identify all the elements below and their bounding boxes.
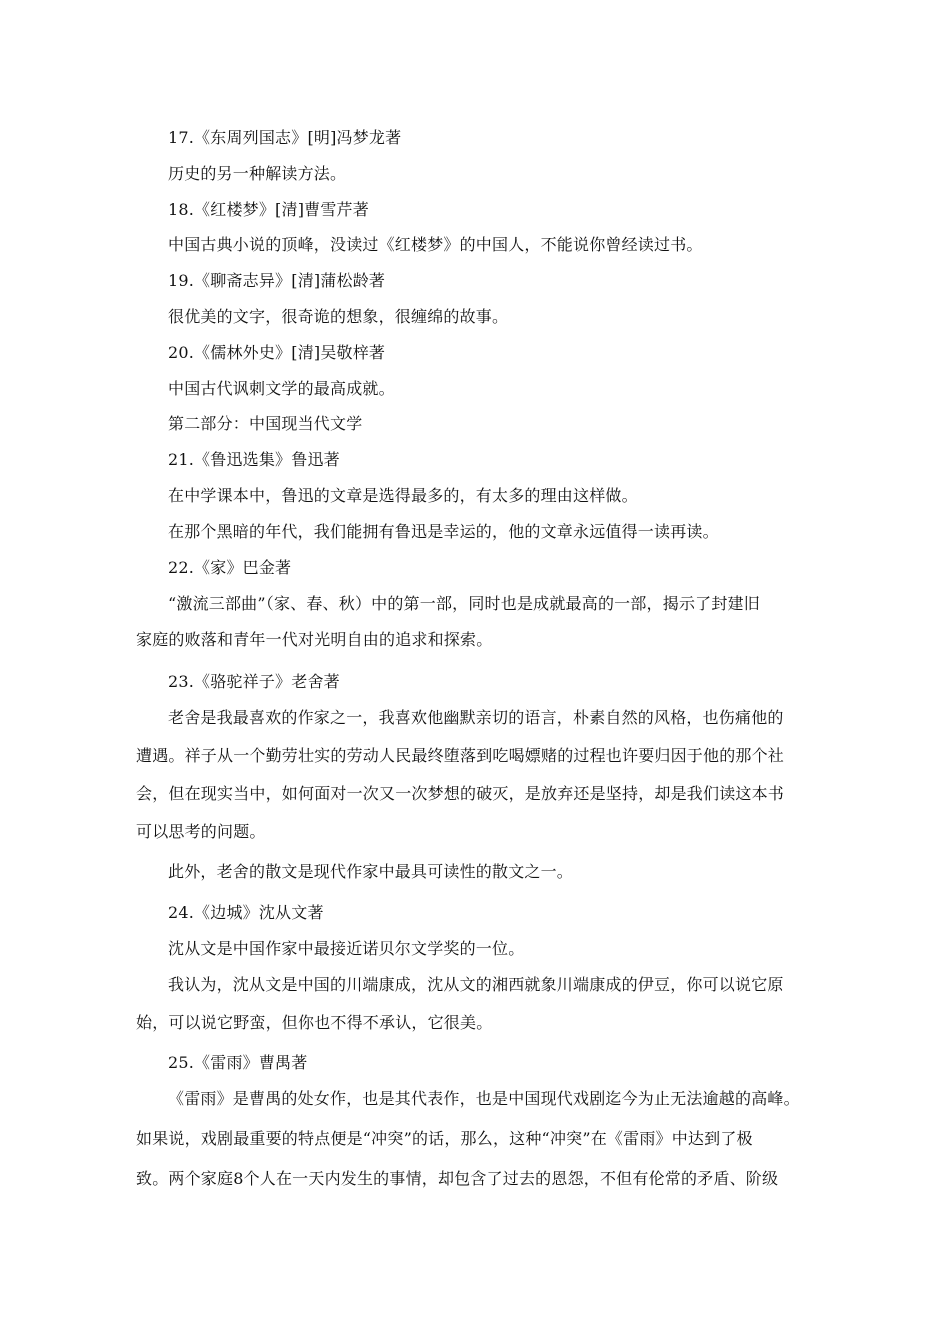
book-comment-21: 在那个黑暗的年代，我们能拥有鲁迅是幸运的，他的文章永远值得一读再读。 [168, 522, 719, 541]
book-comment-23: 老舍是我最喜欢的作家之一，我喜欢他幽默亲切的语言，朴素自然的风格，也伤痛他的 [168, 708, 784, 727]
book-comment-21: 在中学课本中，鲁迅的文章是选得最多的，有太多的理由这样做。 [168, 486, 638, 505]
book-entry-25: 25.《雷雨》曹禺著 [168, 1053, 308, 1072]
book-comment-18: 中国古典小说的顶峰，没读过《红楼梦》的中国人，不能说你曾经读过书。 [168, 235, 703, 254]
book-comment-25: 《雷雨》是曹禺的处女作，也是其代表作，也是中国现代戏剧迄今为止无法逾越的高峰。 [168, 1089, 800, 1108]
book-entry-17: 17.《东周列国志》[明]冯梦龙著 [168, 128, 402, 147]
book-entry-23: 23.《骆驼祥子》老舍著 [168, 672, 340, 691]
book-entry-18: 18.《红楼梦》[清]曹雪芹著 [168, 200, 369, 219]
book-comment-24: 始，可以说它野蛮，但你也不得不承认，它很美。 [136, 1013, 493, 1032]
book-comment-22: 家庭的败落和青年一代对光明自由的追求和探索。 [136, 630, 493, 649]
book-entry-19: 19.《聊斋志异》[清]蒲松龄著 [168, 271, 386, 290]
book-comment-20: 中国古代讽刺文学的最高成就。 [168, 379, 395, 398]
section-heading: 第二部分：中国现当代文学 [168, 414, 363, 433]
book-comment-23: 可以思考的问题。 [136, 822, 266, 841]
book-entry-24: 24.《边城》沈从文著 [168, 903, 324, 922]
book-comment-25: 致。两个家庭8个人在一天内发生的事情，却包含了过去的恩怨，不但有伦常的矛盾、阶级 [136, 1169, 779, 1188]
book-comment-25: 如果说，戏剧最重要的特点便是“冲突”的话，那么，这种“冲突”在《雷雨》中达到了极 [136, 1129, 753, 1148]
book-comment-24: 我认为，沈从文是中国的川端康成，沈从文的湘西就象川端康成的伊豆，你可以说它原 [168, 975, 784, 994]
book-comment-23: 此外，老舍的散文是现代作家中最具可读性的散文之一。 [168, 862, 574, 881]
book-comment-23: 遭遇。祥子从一个勤劳壮实的劳动人民最终堕落到吃喝嫖赌的过程也许要归因于他的那个社 [136, 746, 785, 765]
book-comment-19: 很优美的文字，很奇诡的想象，很缠绵的故事。 [168, 307, 509, 326]
book-entry-21: 21.《鲁迅选集》鲁迅著 [168, 450, 340, 469]
book-comment-17: 历史的另一种解读方法。 [168, 164, 347, 183]
book-comment-22: “激流三部曲”（家、春、秋）中的第一部，同时也是成就最高的一部，揭示了封建旧 [168, 594, 760, 613]
book-comment-24: 沈从文是中国作家中最接近诺贝尔文学奖的一位。 [168, 939, 525, 958]
book-comment-23: 会，但在现实当中，如何面对一次又一次梦想的破灭，是放弃还是坚持，却是我们读这本书 [136, 784, 785, 803]
book-entry-22: 22.《家》巴金著 [168, 558, 292, 577]
book-entry-20: 20.《儒林外史》[清]吴敬梓著 [168, 343, 386, 362]
